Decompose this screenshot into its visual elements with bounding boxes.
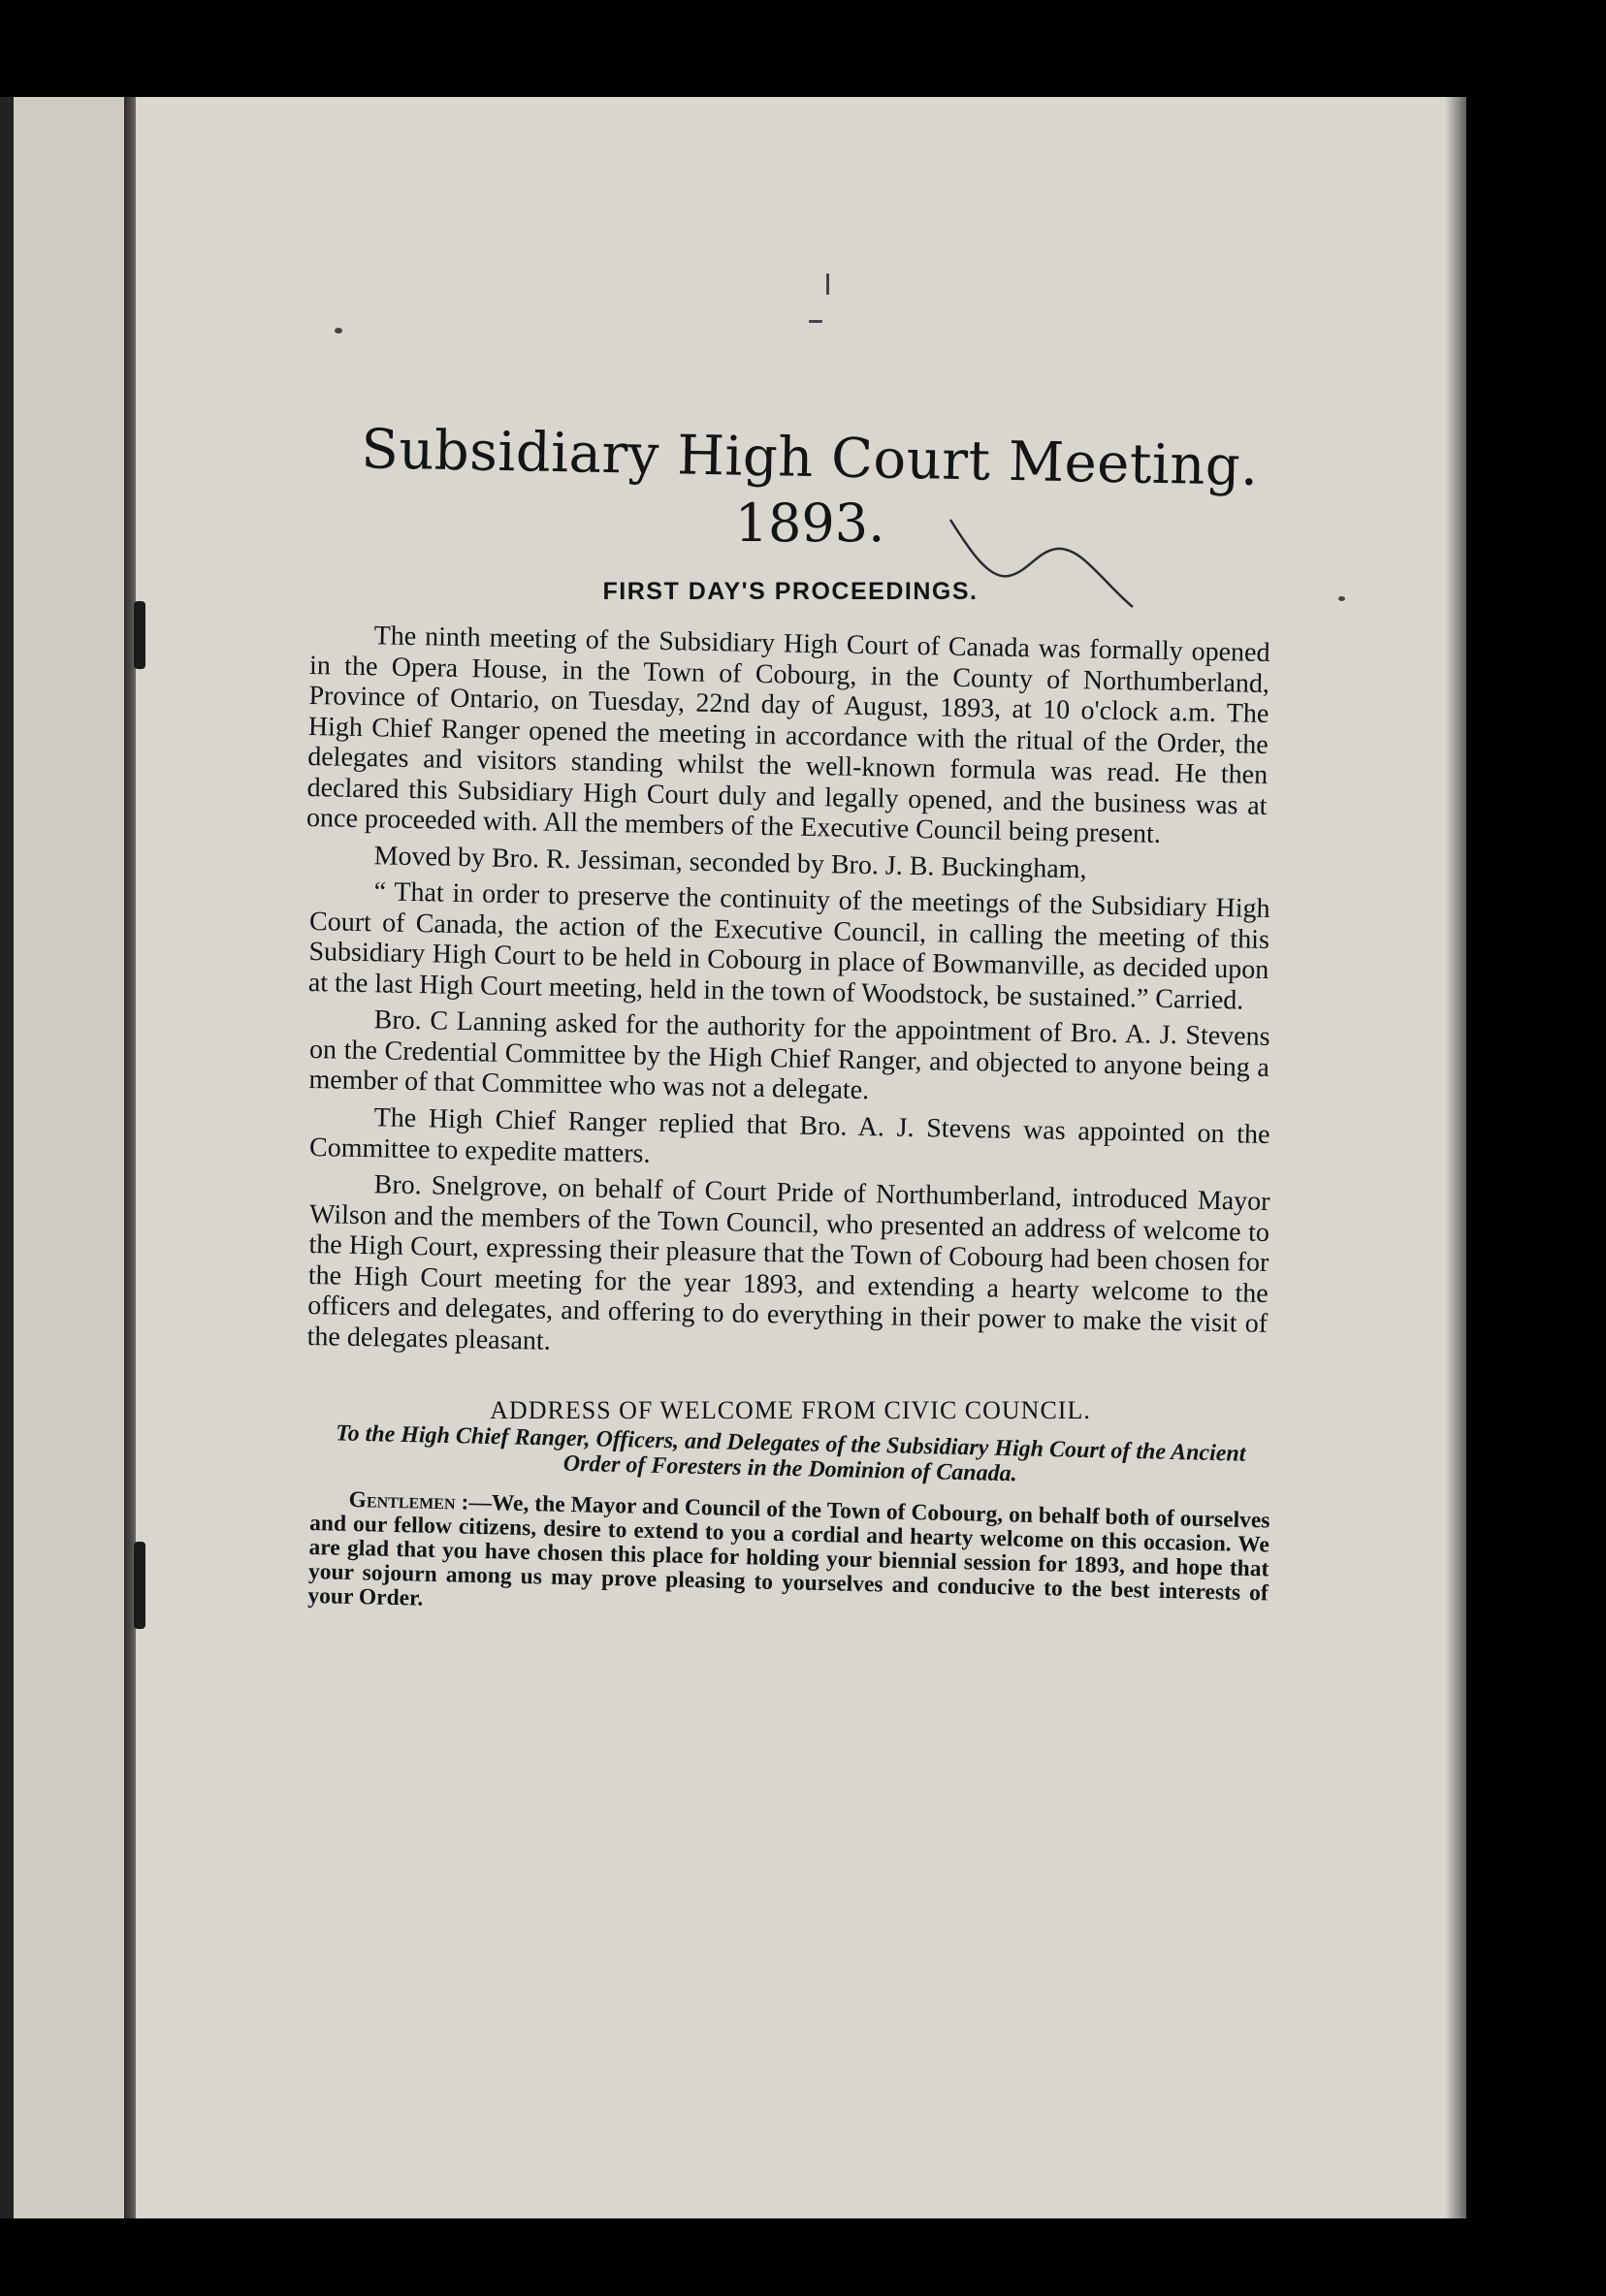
address-body xyxy=(307,1487,1270,1630)
paragraph-motion: Moved by Bro. R. Jessiman, seconded by Bro. J. B. Buckingham, xyxy=(373,840,1087,884)
paragraph-opening: The ninth meeting of the Subsidiary High Court of Canada was formally opened in the Opera House, in the Town of Cobourg, in the County of Northumberland, Province of Ontario, on Tuesday, 22nd day of August, 1893, at 10 o'clock a.m. The High Chief Ranger opened the meeting in accordance with the ritual of the Order, the delegates and visitors standing whilst the well-known formula was read. He then declared this Subsidiary High Court duly and legally opened, and the business was at once proceeded with. All the members of the Executive Council being present. xyxy=(305,621,1270,849)
binding-mark xyxy=(134,601,145,669)
page-edge-shadow xyxy=(1445,97,1466,2218)
page-year: 1893. xyxy=(734,493,885,554)
salutation: Gentlemen :— xyxy=(348,1486,493,1515)
paragraph-lanning: Bro. C Lanning asked for the authority for the appointment of Bro. A. J. Stevens on the Credential Committee by the High Chief Ranger, and objected to anyone being a member of that Committee who was not a delegate. xyxy=(308,1004,1270,1106)
binding-mark xyxy=(134,1542,145,1629)
scan-edge-shadow xyxy=(0,97,14,2218)
paper-speck xyxy=(335,328,342,334)
page-content xyxy=(305,418,1270,1611)
address-heading: ADDRESS OF WELCOME FROM CIVIC COUNCIL. xyxy=(490,1395,1091,1424)
facing-page-edge xyxy=(0,97,124,2218)
paragraph-snelgrove: Bro. Snelgrove, on behalf of Court Pride of Northumberland, introduced Mayor Wilson and the members of the Town Council, who presented an address of welcome to the High Court, expressing their pleasure that the Town of Cobourg had been chosen for the High Court meeting for the year 1893, and extending a hearty welcome to the officers and delegates, and offering to do everything in their power to make the visit of the delegates pleasant. xyxy=(306,1168,1270,1355)
paper-speck xyxy=(809,320,822,323)
page-title: Subsidiary High Court Meeting. xyxy=(360,418,1260,498)
paragraph-resolution: “ That in order to preserve the continuity of the meetings of the Subsidiary High Court of Canada, the action of the Executive Council, in calling the meeting of this Subsidiary High Court to be held in Cobourg in place of Bowmanville, as decided upon at the last High Court meeting, held in the town of Woodstock, be sustained.” Carried. xyxy=(307,877,1270,1015)
address-text: We, the Mayor and Council of the Town of Cobourg, on behalf both of ourselves and our fellow citizens, desire to extend to you a cordial and hearty welcome on this occasion. We are glad that you have chosen this place for holding your biennial session for 1893, and hope that your sojourn among us may prove pleasing to yourselves and conducive to the best interests of your Order. xyxy=(307,1489,1270,1611)
paragraph-reply: The High Chief Ranger replied that Bro. A. J. Stevens was appointed on the Committee to expedite matters. xyxy=(308,1101,1270,1168)
paper-speck xyxy=(826,273,829,295)
address-recipient: To the High Chief Ranger, Officers, and Delegates of the Subsidiary High Court of the Ancient Order of Foresters in the Dominion of Canada. xyxy=(335,1419,1246,1486)
section-heading: FIRST DAY'S PROCEEDINGS. xyxy=(602,578,979,605)
paper-speck xyxy=(1338,596,1345,601)
